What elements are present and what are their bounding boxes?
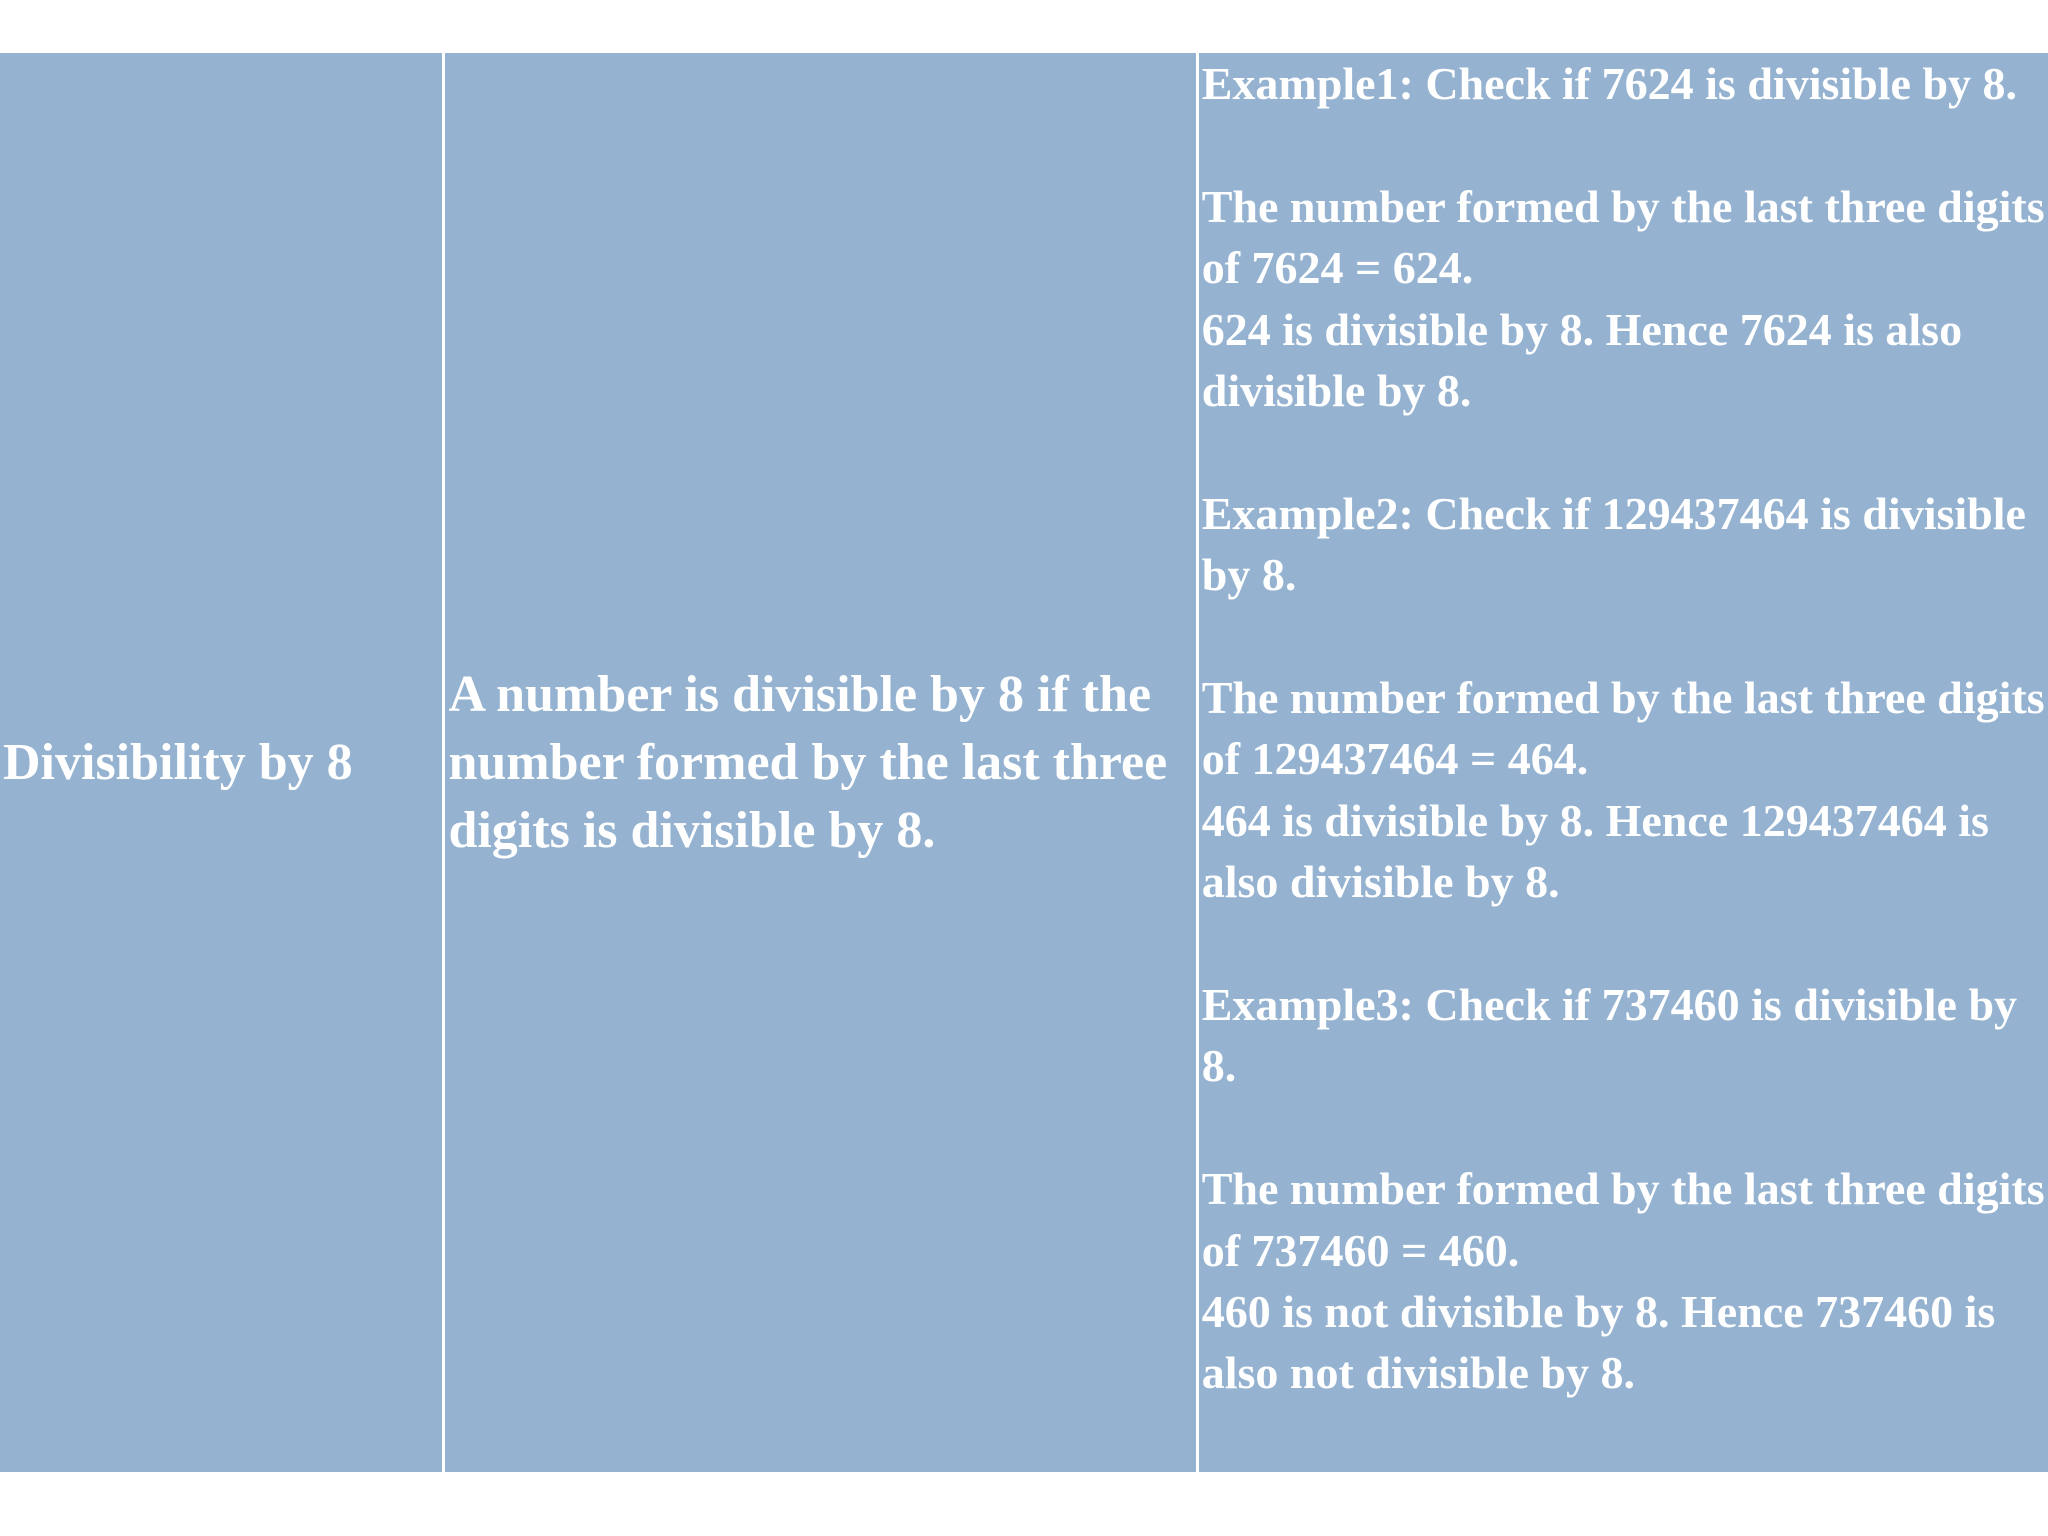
topic-label: Divisibility by 8 [3, 733, 353, 791]
table-row [0, 53, 2048, 1472]
rule-text: A number is divisible by 8 if the number formed by the last three digits is divisible by 8. [448, 665, 1168, 859]
divisibility-rules-table [0, 53, 2048, 1472]
example-2 [1202, 483, 2048, 974]
topic-cell [0, 53, 444, 1472]
example-1 [1202, 53, 2048, 483]
example-conclusion: 460 is not divisible by 8. Hence 737460 is also not divisible by 8. [1201, 1286, 1996, 1399]
example-working: The number formed by the last three digits of 737460 = 460. [1201, 1163, 2045, 1276]
example-question: Example2: Check if 129437464 is divisible by 8. [1201, 487, 2026, 601]
example-3 [1202, 974, 2048, 1404]
example-working: The number formed by the last three digits of 7624 = 624. [1201, 180, 2045, 294]
example-conclusion: 464 is divisible by 8. Hence 129437464 is also divisible by 8. [1201, 794, 1989, 908]
examples-cell [1197, 53, 2048, 1472]
example-conclusion: 624 is divisible by 8. Hence 7624 is also divisible by 8. [1201, 303, 1963, 417]
example-working: The number formed by the last three digits of 129437464 = 464. [1201, 672, 2045, 785]
rule-cell [444, 53, 1197, 1472]
example-question: Example1: Check if 7624 is divisible by 8. [1201, 58, 2018, 109]
example-question: Example3: Check if 737460 is divisible by 8. [1201, 979, 2018, 1092]
